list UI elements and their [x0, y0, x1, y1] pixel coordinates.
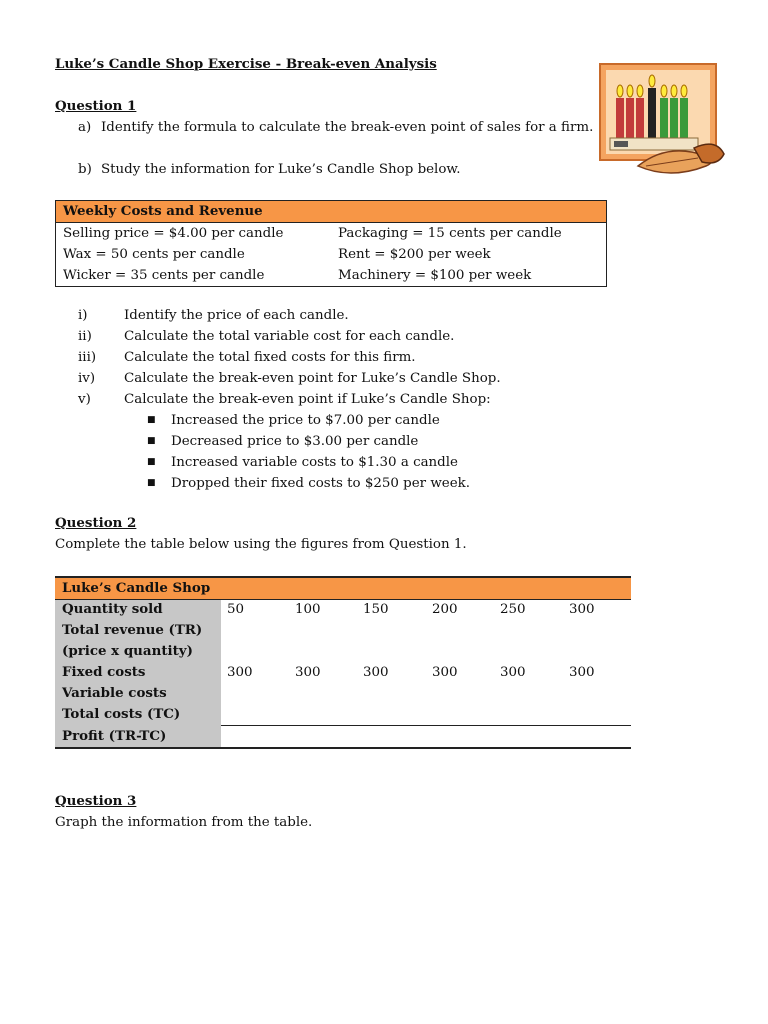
table-cell: Machinery = $100 per week — [338, 268, 532, 283]
table-cell: Packaging = 15 cents per candle — [338, 226, 562, 241]
quantity-cell: 50 — [227, 602, 245, 617]
table-row — [56, 265, 606, 286]
item-b-text: Study the information for Luke’s Candle Shop below. — [101, 162, 461, 177]
candle-shop-table-header: Luke’s Candle Shop — [55, 578, 631, 600]
scenario-item: Increased the price to $7.00 per candle — [171, 413, 440, 428]
row-label-profit: Profit (TR-TC) — [62, 728, 167, 744]
page-title: Luke’s Candle Shop Exercise - Break-even Analysis — [55, 56, 437, 72]
scenario-item: Decreased price to $3.00 per candle — [171, 434, 419, 449]
fixed-cost-cell: 300 — [432, 665, 458, 680]
task-number: iv) — [78, 371, 96, 386]
scenario-item: Dropped their fixed costs to $250 per week. — [171, 476, 471, 491]
quantity-cell: 100 — [295, 602, 321, 617]
square-bullet-icon: ■ — [147, 478, 156, 488]
question-3-heading: Question 3 — [55, 793, 137, 809]
square-bullet-icon: ■ — [147, 457, 156, 467]
candles-clipart-icon — [598, 62, 728, 182]
task-number: i) — [78, 308, 88, 323]
question-2-heading: Question 2 — [55, 515, 137, 531]
row-label-revenue-formula: (price x quantity) — [62, 643, 193, 659]
row-label-variable-costs: Variable costs — [62, 685, 167, 701]
row-label-quantity: Quantity sold — [62, 601, 163, 617]
table-bottom-rule — [55, 747, 631, 749]
row-label-fixed-costs: Fixed costs — [62, 664, 146, 680]
quantity-cell: 200 — [432, 602, 458, 617]
weekly-costs-table — [55, 200, 607, 287]
task-number: iii) — [78, 350, 97, 365]
task-text: Calculate the break-even point for Luke’s Candle Shop. — [124, 371, 501, 386]
table-cell: Selling price = $4.00 per candle — [63, 226, 284, 241]
task-text: Calculate the break-even point if Luke’s Candle Shop: — [124, 392, 491, 407]
item-b-marker: b) — [78, 162, 92, 177]
item-a-text: Identify the formula to calculate the break-even point of sales for a firm. — [101, 120, 594, 135]
fixed-cost-cell: 300 — [227, 665, 253, 680]
quantity-cell: 300 — [569, 602, 595, 617]
fixed-cost-cell: 300 — [295, 665, 321, 680]
quantity-cell: 250 — [500, 602, 526, 617]
quantity-cell: 150 — [363, 602, 389, 617]
square-bullet-icon: ■ — [147, 415, 156, 425]
item-a-marker: a) — [78, 120, 92, 135]
task-text: Calculate the total variable cost for each candle. — [124, 329, 455, 344]
profit-row-rule — [221, 725, 631, 726]
task-number: ii) — [78, 329, 92, 344]
task-text: Identify the price of each candle. — [124, 308, 349, 323]
weekly-costs-header: Weekly Costs and Revenue — [56, 201, 606, 223]
row-label-total-revenue: Total revenue (TR) — [62, 622, 203, 638]
question-1-heading: Question 1 — [55, 98, 137, 114]
table-row — [56, 223, 606, 244]
task-number: v) — [78, 392, 91, 407]
table-cell: Wax = 50 cents per candle — [63, 247, 245, 262]
question-3-text: Graph the information from the table. — [55, 815, 313, 830]
scenario-item: Increased variable costs to $1.30 a candle — [171, 455, 458, 470]
square-bullet-icon: ■ — [147, 436, 156, 446]
fixed-cost-cell: 300 — [569, 665, 595, 680]
table-cell: Rent = $200 per week — [338, 247, 491, 262]
question-2-text: Complete the table below using the figures from Question 1. — [55, 537, 467, 552]
table-cell: Wicker = 35 cents per candle — [63, 268, 265, 283]
task-text: Calculate the total fixed costs for this firm. — [124, 350, 416, 365]
fixed-cost-cell: 300 — [363, 665, 389, 680]
candle-shop-table — [55, 576, 631, 750]
fixed-cost-cell: 300 — [500, 665, 526, 680]
row-label-total-costs: Total costs (TC) — [62, 706, 181, 722]
table-row — [56, 244, 606, 265]
